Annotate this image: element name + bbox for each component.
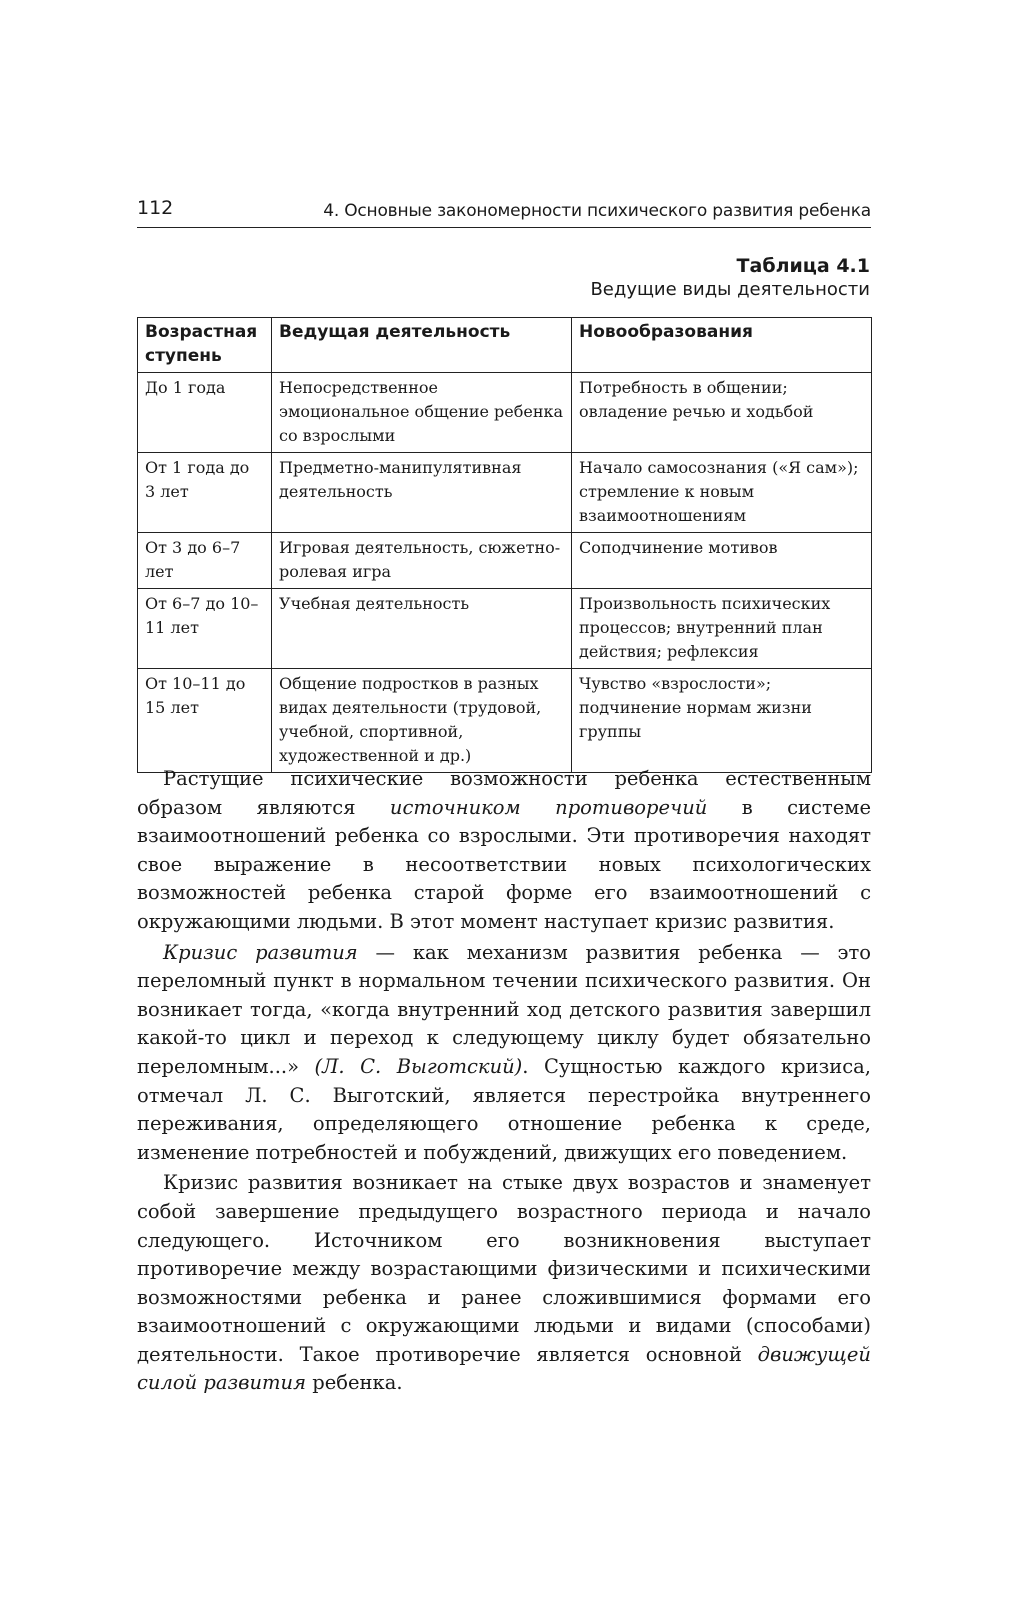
table-number: Таблица 4.1 [736,255,870,277]
page-number: 112 [137,197,174,219]
cell-activity: Игровая деятельность, сюжетно-ролевая игра [272,533,572,589]
cell-neoformation: Чувство «взрослости»; подчинение нормам жизни группы [572,669,872,773]
table-row [138,589,872,669]
cell-neoformation: Начало самосознания («Я сам»); стремление к новым взаимоотношениям [572,453,872,533]
text-run: . Сущностью каждого кризиса, отмечал Л. С. Выготский, является перестройка внутреннего переживания, определяющего отношение ребенка к среде, изменение потребностей и побуждений, движущих его поведением. [137,1054,871,1164]
emphasis: Кризис развития [163,940,358,964]
body-text [137,765,871,1398]
column-header-age: Возрастная ступень [138,318,272,373]
table-title: Ведущие виды деятельности [590,279,870,300]
page-header [137,193,871,228]
table-row [138,669,872,773]
paragraph [137,765,871,937]
cell-activity: Общение подростков в разных видах деятельности (трудовой, учебной, спортивной, художественной и др.) [272,669,572,773]
cell-neoformation: Соподчинение мотивов [572,533,872,589]
activities-table [137,317,872,773]
table-header-row [138,318,872,373]
text-run: в системе взаимоотношений ребенка со взрослыми. Эти противоречия находят свое выражение в несоответствии новых психологических возможностей ребенка старой форме его взаимоотношений с окружающими людьми. В этот момент наступает кризис развития. [137,795,872,933]
table-row [138,533,872,589]
text-run: — как механизм развития ребенка — это переломный пункт в нормальном течении психического развития. Он возникает тогда, «когда внутренний ход детского развития завершил какой-то цикл и переход к следующему циклу будет обязательно переломным...» [137,940,872,1078]
cell-age: От 10–11 до 15 лет [138,669,272,773]
running-title: 4. Основные закономерности психического развития ребенка [323,201,871,221]
text-run: Растущие психические возможности ребенка естественным образом являются [137,767,871,819]
table-row [138,453,872,533]
emphasis: (Л. С. Выготский) [314,1054,523,1078]
cell-activity: Предметно-манипулятивная деятельность [272,453,572,533]
paragraph [137,1169,871,1398]
cell-neoformation: Произвольность психических процессов; внутренний план действия; рефлексия [572,589,872,669]
column-header-activity: Ведущая деятельность [272,318,572,373]
text-run: Кризис развития возникает на стыке двух возрастов и знаменует собой завершение предыдущего возрастного периода и начало следующего. Источником его возникновения выступает противоречие между возрастающими физическими и психическими возможностями ребенка и ранее сложившимися формами его взаимоотношений с окружающими людьми и видами (способами) деятельности. Такое противоречие является основной [137,1171,871,1366]
cell-neoformation: Потребность в общении; овладение речью и ходьбой [572,373,872,453]
cell-age: От 6–7 до 10–11 лет [138,589,272,669]
cell-age: От 1 года до 3 лет [138,453,272,533]
cell-activity: Непосредственное эмоциональное общение ребенка со взрослыми [272,373,572,453]
cell-age: До 1 года [138,373,272,453]
emphasis: источником противоречий [389,795,708,819]
text-run: ребенка. [306,1371,403,1395]
cell-age: От 3 до 6–7 лет [138,533,272,589]
paragraph [137,939,871,1168]
column-header-neoformations: Новообразования [572,318,872,373]
emphasis: движущей силой развития [137,1342,871,1395]
cell-activity: Учебная деятельность [272,589,572,669]
table-row [138,373,872,453]
